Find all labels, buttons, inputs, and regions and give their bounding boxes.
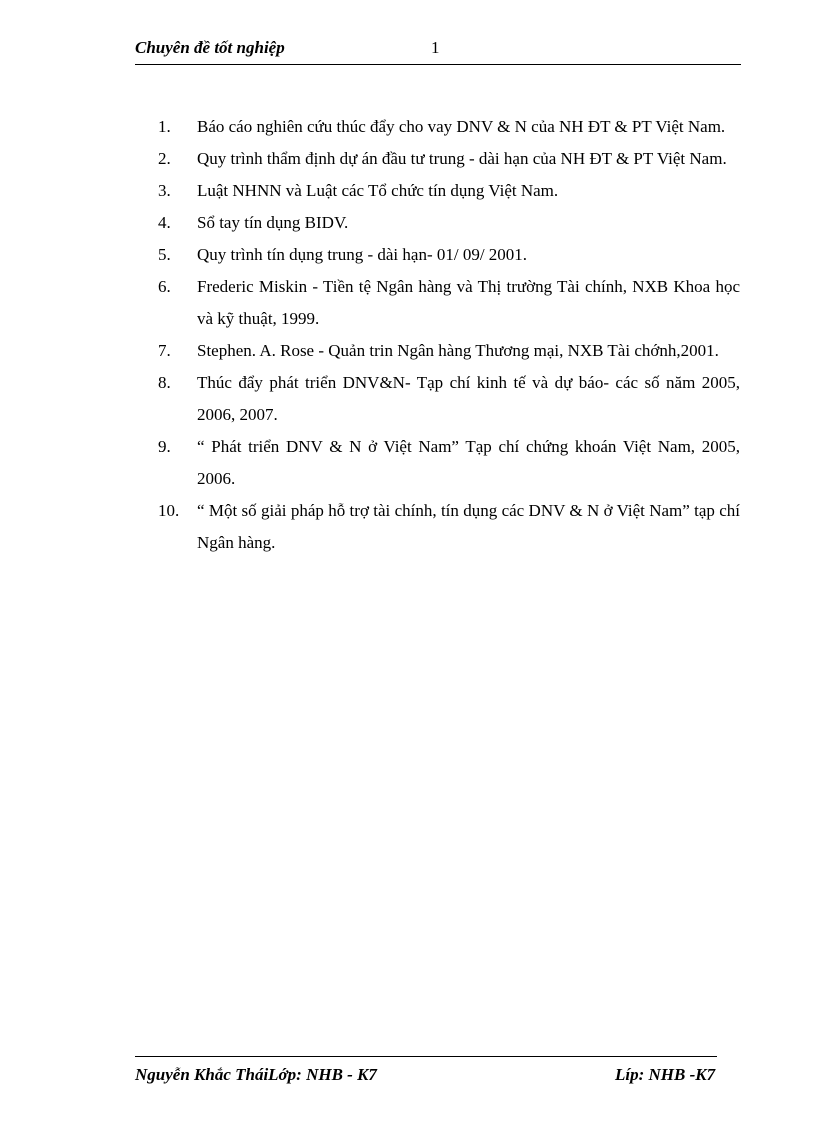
reference-text: Quy trình tín dụng trung - dài hạn- 01/ 09/ 2001. xyxy=(197,245,528,264)
page-footer xyxy=(135,1056,717,1084)
reference-number: 4. xyxy=(158,213,171,232)
reference-item xyxy=(158,239,740,271)
author-class-label: Nguyễn Khắc TháiLớp: NHB - K7 xyxy=(135,1065,377,1084)
reference-item xyxy=(158,111,740,143)
reference-number: 5. xyxy=(158,245,171,264)
document-title: Chuyên đề tốt nghiệp xyxy=(135,38,285,57)
reference-text: “ Phát triển DNV & N ở Việt Nam” Tạp chí chứng khoán Việt Nam, 2005, 2006. xyxy=(197,437,740,488)
reference-number: 7. xyxy=(158,341,171,360)
reference-number: 1. xyxy=(158,117,171,136)
reference-item xyxy=(158,175,740,207)
reference-number: 6. xyxy=(158,277,171,296)
page-header xyxy=(135,36,741,65)
reference-number: 10. xyxy=(158,501,180,520)
reference-item xyxy=(158,495,740,559)
reference-number: 9. xyxy=(158,437,171,456)
reference-text: Stephen. A. Rose - Quản trin Ngân hàng Thương mại, NXB Tài chớnh,2001. xyxy=(197,341,719,360)
reference-item xyxy=(158,335,740,367)
page-number: 1 xyxy=(431,38,440,57)
reference-item xyxy=(158,207,740,239)
reference-text: “ Một số giải pháp hỗ trợ tài chính, tín dụng các DNV & N ở Việt Nam” tạp chí Ngân hàng. xyxy=(197,501,740,552)
reference-text: Thúc đẩy phát triển DNV&N- Tạp chí kinh tế và dự báo- các số năm 2005, 2006, 2007. xyxy=(197,373,740,424)
reference-item xyxy=(158,367,740,431)
reference-number: 3. xyxy=(158,181,171,200)
reference-text: Luật NHNN và Luật các Tổ chức tín dụng Việt Nam. xyxy=(197,181,559,200)
reference-text: Sổ tay tín dụng BIDV. xyxy=(197,213,349,232)
reference-item xyxy=(158,271,740,335)
class-label: Líp: NHB -K7 xyxy=(615,1065,716,1084)
reference-number: 8. xyxy=(158,373,171,392)
reference-text: Frederic Miskin - Tiền tệ Ngân hàng và Thị trường Tài chính, NXB Khoa học và kỹ thuật, 1999. xyxy=(197,277,740,328)
reference-list xyxy=(158,111,740,559)
reference-text: Quy trình thẩm định dự án đầu tư trung - dài hạn của NH ĐT & PT Việt Nam. xyxy=(197,149,727,168)
reference-text: Báo cáo nghiên cứu thúc đẩy cho vay DNV & N của NH ĐT & PT Việt Nam. xyxy=(197,117,726,136)
reference-item xyxy=(158,143,740,175)
reference-item xyxy=(158,431,740,495)
reference-number: 2. xyxy=(158,149,171,168)
